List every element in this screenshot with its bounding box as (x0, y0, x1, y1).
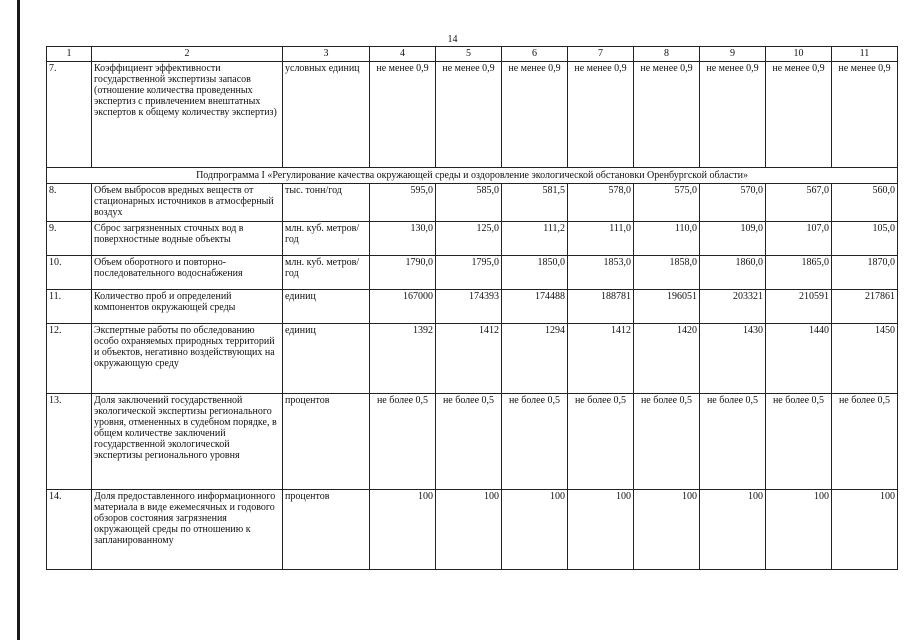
subprogram-header-row (47, 168, 898, 184)
value-cell: не более 0,5 (832, 394, 898, 490)
col-header-6: 6 (502, 47, 568, 62)
value-cell: 174488 (502, 290, 568, 324)
unit: млн. куб. метров/год (283, 256, 370, 290)
table-row-13 (47, 394, 898, 490)
value-cell: 105,0 (832, 222, 898, 256)
value-cell: 111,2 (502, 222, 568, 256)
value-cell: не более 0,5 (700, 394, 766, 490)
row-number: 10. (47, 256, 92, 290)
table-row (47, 184, 898, 222)
value-cell: 1790,0 (370, 256, 436, 290)
value-cell: 1294 (502, 324, 568, 394)
value-cell: не менее 0,9 (700, 62, 766, 168)
indicators-table (46, 46, 898, 570)
row-number: 14. (47, 490, 92, 570)
value-cell: 1412 (568, 324, 634, 394)
value-cell: 130,0 (370, 222, 436, 256)
value-cell: 1420 (634, 324, 700, 394)
value-cell: 109,0 (700, 222, 766, 256)
value-cell: 585,0 (436, 184, 502, 222)
indicator-name: Коэффициент эффективности государственной экспертизы запасов (отношение количества проведенных экспертиз с привлечением внештатных экспертов к общему количеству экспертиз) (92, 62, 283, 168)
value-cell: 203321 (700, 290, 766, 324)
value-cell: 1858,0 (634, 256, 700, 290)
indicator-name: Сброс загрязненных сточных вод в поверхностные водные объекты (92, 222, 283, 256)
value-cell: 217861 (832, 290, 898, 324)
unit: млн. куб. метров/год (283, 222, 370, 256)
value-cell: 100 (766, 490, 832, 570)
value-cell: 188781 (568, 290, 634, 324)
value-cell: 100 (832, 490, 898, 570)
value-cell: 100 (502, 490, 568, 570)
value-cell: не менее 0,9 (634, 62, 700, 168)
table-row (47, 222, 898, 256)
col-header-2: 2 (92, 47, 283, 62)
value-cell: не менее 0,9 (436, 62, 502, 168)
unit: условных единиц (283, 62, 370, 168)
value-cell: 1412 (436, 324, 502, 394)
unit: единиц (283, 324, 370, 394)
value-cell: 1440 (766, 324, 832, 394)
col-header-7: 7 (568, 47, 634, 62)
col-header-8: 8 (634, 47, 700, 62)
value-cell: 210591 (766, 290, 832, 324)
binding-margin-line (17, 0, 20, 640)
col-header-4: 4 (370, 47, 436, 62)
value-cell: 174393 (436, 290, 502, 324)
row-number: 12. (47, 324, 92, 394)
row-number: 9. (47, 222, 92, 256)
value-cell: 110,0 (634, 222, 700, 256)
subprogram-title: Подпрограмма I «Регулирование качества окружающей среды и оздоровление экологической обстановки Оренбургской области» (47, 168, 898, 184)
value-cell: не более 0,5 (568, 394, 634, 490)
col-header-9: 9 (700, 47, 766, 62)
indicator-name: Доля предоставленного информационного материала в виде ежемесячных и годового обзоров состояния загрязнения окружающей среды по отношению к запланированному (92, 490, 283, 570)
value-cell: 581,5 (502, 184, 568, 222)
value-cell: 111,0 (568, 222, 634, 256)
value-cell: 570,0 (700, 184, 766, 222)
value-cell: 1392 (370, 324, 436, 394)
value-cell: не более 0,5 (370, 394, 436, 490)
value-cell: 125,0 (436, 222, 502, 256)
col-header-11: 11 (832, 47, 898, 62)
indicator-name: Доля заключений государственной экологической экспертизы регионального уровня, отмененных в судебном порядке, в общем количестве заключений государственной экологической экспертизы регионального уровня (92, 394, 283, 490)
value-cell: 100 (634, 490, 700, 570)
value-cell: 567,0 (766, 184, 832, 222)
value-cell: 167000 (370, 290, 436, 324)
value-cell: 595,0 (370, 184, 436, 222)
value-cell: 1865,0 (766, 256, 832, 290)
row-number: 7. (47, 62, 92, 168)
row-number: 13. (47, 394, 92, 490)
col-header-10: 10 (766, 47, 832, 62)
value-cell: 1450 (832, 324, 898, 394)
unit: тыс. тонн/год (283, 184, 370, 222)
unit: единиц (283, 290, 370, 324)
indicator-name: Объем выбросов вредных веществ от стационарных источников в атмосферный воздух (92, 184, 283, 222)
value-cell: 1860,0 (700, 256, 766, 290)
indicator-name: Количество проб и определений компонентов окружающей среды (92, 290, 283, 324)
value-cell: 100 (370, 490, 436, 570)
value-cell: не менее 0,9 (766, 62, 832, 168)
value-cell: 578,0 (568, 184, 634, 222)
value-cell: 575,0 (634, 184, 700, 222)
table-row (47, 290, 898, 324)
table-row (47, 256, 898, 290)
row-number: 11. (47, 290, 92, 324)
value-cell: не менее 0,9 (568, 62, 634, 168)
value-cell: не менее 0,9 (832, 62, 898, 168)
table-body (47, 47, 898, 570)
col-header-3: 3 (283, 47, 370, 62)
value-cell: 107,0 (766, 222, 832, 256)
value-cell: 1430 (700, 324, 766, 394)
table-row-7 (47, 62, 898, 168)
value-cell: не менее 0,9 (370, 62, 436, 168)
value-cell: не более 0,5 (766, 394, 832, 490)
col-header-5: 5 (436, 47, 502, 62)
row-number: 8. (47, 184, 92, 222)
value-cell: 1850,0 (502, 256, 568, 290)
value-cell: не менее 0,9 (502, 62, 568, 168)
value-cell: 1870,0 (832, 256, 898, 290)
column-number-row (47, 47, 898, 62)
table-row-14 (47, 490, 898, 570)
unit: процентов (283, 490, 370, 570)
col-header-1: 1 (47, 47, 92, 62)
unit: процентов (283, 394, 370, 490)
value-cell: 100 (436, 490, 502, 570)
value-cell: 1853,0 (568, 256, 634, 290)
indicator-name: Объем оборотного и повторно-последовательного водоснабжения (92, 256, 283, 290)
value-cell: 100 (568, 490, 634, 570)
value-cell: 560,0 (832, 184, 898, 222)
value-cell: 196051 (634, 290, 700, 324)
table-row (47, 324, 898, 394)
value-cell: не более 0,5 (436, 394, 502, 490)
value-cell: не более 0,5 (502, 394, 568, 490)
page-number: 14 (447, 34, 458, 45)
value-cell: 100 (700, 490, 766, 570)
value-cell: не более 0,5 (634, 394, 700, 490)
indicator-name: Экспертные работы по обследованию особо охраняемых природных территорий и объектов, негативно воздействующих на окружающую среду (92, 324, 283, 394)
value-cell: 1795,0 (436, 256, 502, 290)
